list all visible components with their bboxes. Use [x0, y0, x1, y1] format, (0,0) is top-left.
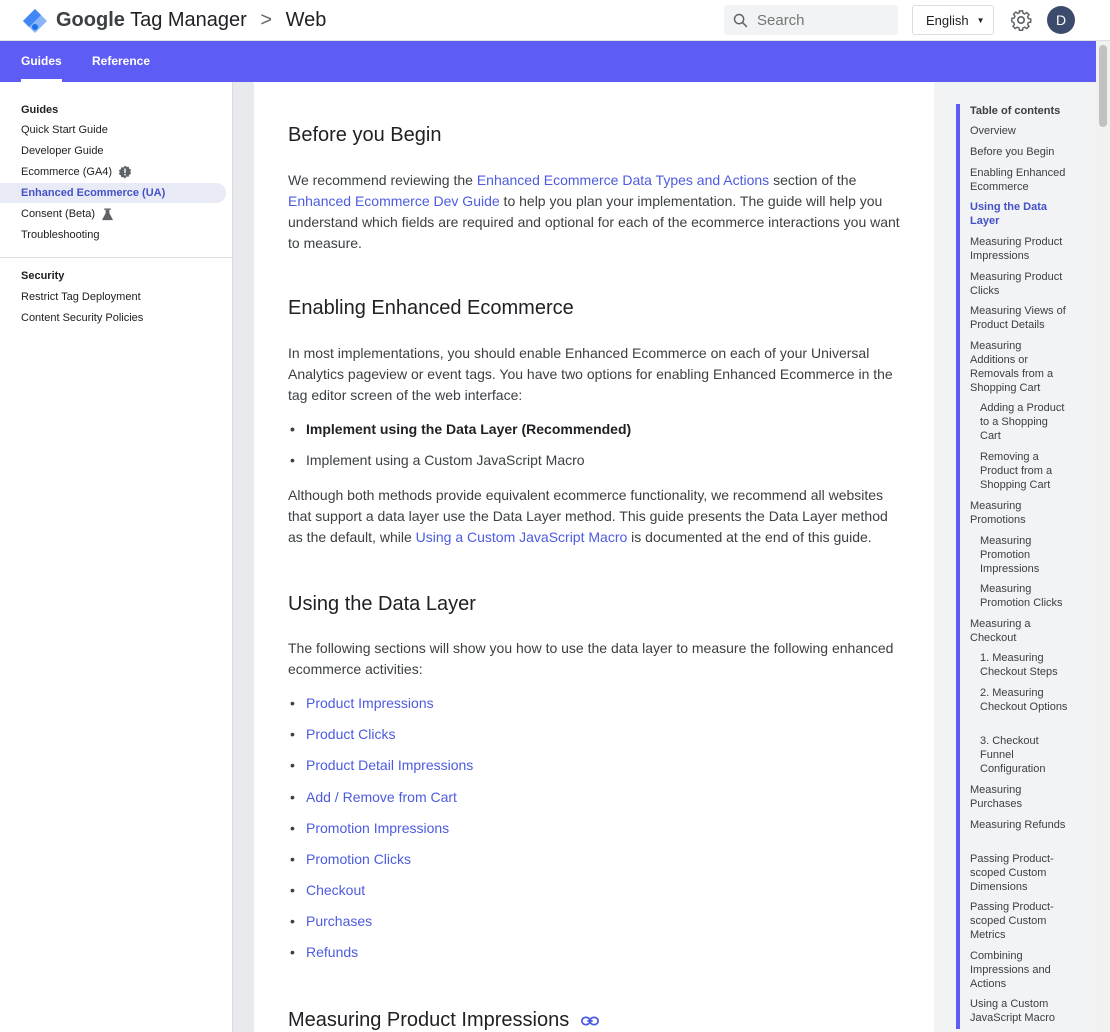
sidebar-divider: [0, 257, 233, 258]
toc-item[interactable]: Measuring Refunds: [970, 819, 1066, 831]
list-item-link-product-detail-impressions[interactable]: • Product Detail Impressions: [306, 757, 473, 773]
brand-google: Google: [56, 9, 125, 31]
avatar[interactable]: D: [1047, 6, 1075, 34]
search-icon: [732, 12, 749, 29]
left-sidebar: [0, 82, 233, 1032]
text-segment: We recommend reviewing the: [288, 172, 477, 188]
paragraph-methods-comparison: [288, 485, 904, 548]
list-item-link-promotion-impressions[interactable]: • Promotion Impressions: [306, 820, 449, 836]
sidebar-item-label: Consent (Beta): [21, 208, 95, 220]
sidebar-item-label: Content Security Policies: [21, 312, 144, 324]
toc-item[interactable]: Passing Product-scoped Custom Metrics: [970, 901, 1054, 941]
gear-icon[interactable]: [1010, 9, 1032, 31]
paragraph-enabling-intro: In most implementations, you should enable Enhanced Ecommerce on each of your Universal Analytics pageview or event tags. You have two options for enabling Enhanced Ecommerce in the tag editor screen of the web interface:: [288, 345, 893, 403]
table-of-contents: [934, 82, 1096, 1032]
toc-item[interactable]: Overview: [970, 125, 1016, 137]
list-item-link-product-impressions[interactable]: • Product Impressions: [306, 695, 434, 711]
article-panel: [254, 82, 934, 1032]
flask-icon: [101, 208, 114, 221]
sidebar-item-ecommerce-ga4[interactable]: [0, 162, 226, 182]
link-custom-js-macro[interactable]: Using a Custom JavaScript Macro: [415, 529, 628, 545]
toc-item[interactable]: Measuring Views of Product Details: [970, 305, 1066, 331]
tab-guides[interactable]: Guides: [21, 54, 62, 68]
toc-item[interactable]: Measuring Promotion Clicks: [980, 583, 1063, 609]
sidebar-item-quick-start[interactable]: [0, 120, 226, 140]
list-item-custom-js-method: • Implement using a Custom JavaScript Macro: [306, 452, 585, 468]
toc-item[interactable]: 1. Measuring Checkout Steps: [980, 652, 1058, 678]
heading-measuring-product-impressions: [288, 1009, 599, 1032]
toc-item[interactable]: Measuring a Checkout: [970, 618, 1031, 644]
heading-before-you-begin: Before you Begin: [288, 124, 442, 146]
toc-item[interactable]: Measuring Additions or Removals from a Shopping Cart: [970, 340, 1054, 394]
sidebar-item-label: Troubleshooting: [21, 229, 100, 241]
sidebar-item-label: Enhanced Ecommerce (UA): [21, 187, 166, 199]
toc-item[interactable]: Measuring Product Clicks: [970, 271, 1063, 297]
paragraph-data-layer-intro: The following sections will show you how to use the data layer to measure the following enhanced ecommerce activities:: [288, 640, 894, 677]
search-box[interactable]: [724, 5, 898, 35]
toc-item[interactable]: Passing Product-scoped Custom Dimensions: [970, 853, 1054, 893]
anchor-link-icon[interactable]: [581, 1015, 599, 1027]
page-scrollbar[interactable]: [1096, 41, 1110, 1032]
toc-item[interactable]: Adding a Product to a Shopping Cart: [980, 402, 1065, 442]
top-app-bar: [0, 0, 1110, 41]
list-item-link-refunds[interactable]: • Refunds: [306, 944, 358, 960]
sidebar-item-restrict-tag-deployment[interactable]: [0, 287, 226, 307]
heading-using-the-data-layer: Using the Data Layer: [288, 593, 476, 615]
sidebar-item-troubleshooting[interactable]: [0, 225, 226, 245]
toc-indicator-bar: [956, 104, 960, 1029]
toc-item[interactable]: 3. Checkout Funnel Configuration: [980, 735, 1046, 775]
language-select[interactable]: [912, 5, 994, 35]
toc-item[interactable]: Removing a Product from a Shopping Cart: [980, 451, 1053, 491]
toc-item[interactable]: Measuring Purchases: [970, 784, 1022, 810]
caret-down-icon: ▼: [976, 15, 985, 25]
toc-item[interactable]: Using a Custom JavaScript Macro: [970, 998, 1055, 1024]
link-dev-guide[interactable]: Enhanced Ecommerce Dev Guide: [288, 193, 500, 209]
toc-item[interactable]: Using the Data Layer: [970, 201, 1048, 227]
sidebar-item-content-security-policies[interactable]: [0, 308, 226, 328]
sidebar-item-label: Developer Guide: [21, 145, 104, 157]
toc-item[interactable]: 2. Measuring Checkout Options: [980, 687, 1068, 713]
toc-item[interactable]: Before you Begin: [970, 146, 1055, 158]
sidebar-item-developer-guide[interactable]: [0, 141, 226, 161]
paragraph-before-you-begin: [288, 170, 904, 254]
list-item-link-add-remove-cart[interactable]: • Add / Remove from Cart: [306, 789, 457, 805]
toc-item[interactable]: Combining Impressions and Actions: [970, 950, 1051, 990]
tag-manager-logo-icon[interactable]: [22, 8, 48, 34]
sidebar-item-label: Quick Start Guide: [21, 124, 108, 136]
list-item-link-purchases[interactable]: • Purchases: [306, 913, 372, 929]
language-value: English: [926, 12, 969, 28]
heading-enabling-enhanced-ecommerce: Enabling Enhanced Ecommerce: [288, 297, 574, 319]
sidebar-heading-guides: Guides: [21, 104, 59, 116]
text-segment: is documented at the end of this guide.: [627, 529, 872, 545]
sidebar-item-label: Ecommerce (GA4): [21, 166, 113, 178]
search-input[interactable]: [757, 12, 887, 29]
list-item-link-checkout[interactable]: • Checkout: [306, 882, 365, 898]
info-badge-icon: [118, 165, 132, 179]
breadcrumb-section[interactable]: Web: [285, 9, 327, 31]
text-segment: section of the: [769, 172, 857, 188]
toc-item[interactable]: Measuring Promotions: [970, 500, 1026, 526]
scrollbar-thumb[interactable]: [1099, 45, 1107, 127]
text-segment: Although both methods provide equivalent ecommerce functionality, we recommend all websites that support a data layer use the Data Layer method. This guide presents the Data Layer method as the default, while: [288, 487, 888, 545]
list-item-link-product-clicks[interactable]: • Product Clicks: [306, 726, 395, 742]
toc-item[interactable]: Measuring Product Impressions: [970, 236, 1063, 262]
heading-text: Measuring Product Impressions: [288, 1009, 570, 1031]
toc-title: Table of contents: [970, 105, 1061, 117]
sidebar-item-enhanced-ecommerce[interactable]: [0, 183, 226, 203]
breadcrumb-separator: >: [260, 9, 273, 31]
sidebar-item-consent[interactable]: [0, 204, 226, 224]
link-data-types-and-actions[interactable]: Enhanced Ecommerce Data Types and Actions: [476, 172, 770, 188]
product-title[interactable]: [56, 9, 326, 32]
toc-item[interactable]: Enabling Enhanced Ecommerce: [970, 167, 1066, 193]
tab-reference[interactable]: Reference: [92, 54, 151, 68]
list-item-link-promotion-clicks[interactable]: • Promotion Clicks: [306, 851, 411, 867]
brand-product: Tag Manager: [130, 9, 247, 31]
section-tab-bar: [0, 41, 1096, 82]
list-item-data-layer-method: • Implement using the Data Layer (Recommended): [306, 421, 631, 437]
sidebar-heading-security: Security: [21, 270, 65, 282]
toc-item[interactable]: Measuring Promotion Impressions: [980, 535, 1040, 575]
sidebar-item-label: Restrict Tag Deployment: [21, 291, 141, 303]
text-segment: to help you plan your implementation. The guide will help you understand which fields are required and optional for each of the ecommerce interactions you want to measure.: [288, 193, 900, 251]
